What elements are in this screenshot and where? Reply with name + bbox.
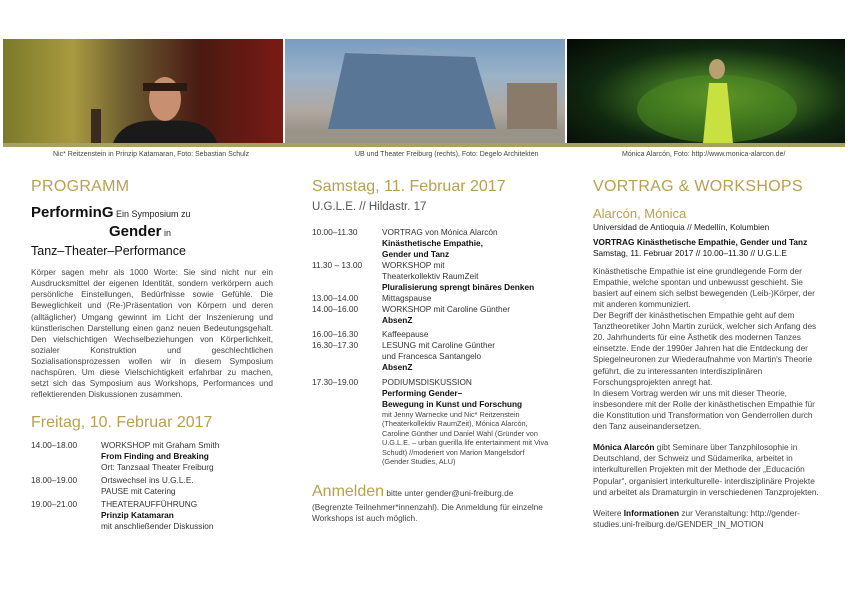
- sat-desc-2: [382, 260, 534, 293]
- dancer-illustration: [567, 39, 845, 143]
- venue-line: U.G.L.E. // Hildastr. 17: [312, 201, 427, 213]
- sat-2-line3: Pluralisierung sprengt binäres Denken: [382, 281, 535, 292]
- sat-row-4: [312, 304, 552, 326]
- anmelden-text: bitte unter gender@uni-freiburg.de (Begrenzte Teilnehmer*innenzahl). Die Anmeldung für einzelne Workshops ist auch möglich.: [312, 487, 543, 524]
- sat-desc-1: [382, 227, 498, 260]
- column-saturday: [312, 178, 552, 525]
- sat-time-4: 14.00–16.00: [312, 303, 359, 314]
- sat-2-line2: Theaterkollektiv RaumZeit: [382, 270, 479, 281]
- friday-time-3: 19.00–21.00: [31, 499, 78, 510]
- friday-3-line1: THEATERAUFFÜHRUNG: [101, 499, 198, 510]
- bio-text: gibt Seminare über Tanzphilosophie in Deutschland, der Schweiz und Südamerika, arbeitet in interkulturellen Projekten mit der Methode der „Educación Popular“, organisiert interkulturelle- interdisziplinäre Projekte und arbeitet als Dramaturgin in verschiedenen Tanzprojekten.: [593, 442, 819, 497]
- talk-line: [593, 237, 821, 248]
- title-gender: Gender: [109, 222, 162, 240]
- friday-row-1: [31, 440, 273, 473]
- sat-3-line1: Mittagspause: [382, 292, 432, 303]
- sat-row-2: [312, 260, 552, 293]
- vortrag-heading: VORTRAG & WORKSHOPS: [593, 178, 803, 195]
- title-small1: Ein Symposium zu: [116, 209, 191, 219]
- title-performing: PerforminG: [31, 204, 114, 221]
- speaker-affiliation: Universidad de Antioquia // Medellín, Kolumbien: [593, 222, 770, 232]
- vortrag-paragraph-1: Kinästhetische Empathie ist eine grundlegende Form der Empathie, welche spontan und unbewusst geschieht. Sie basiert auf einem sich selbst bewegenden (Leib-)Körper, der mit anderen kommuniziert.: [593, 265, 815, 309]
- sat-time-5: 16.00–16.30: [312, 329, 359, 340]
- photo-performer: [3, 39, 283, 143]
- symposium-title-line2: [31, 223, 273, 242]
- friday-row-3: [31, 499, 273, 532]
- sat-time-3: 13.00–14.00: [312, 292, 359, 303]
- sat-row-5: [312, 329, 552, 340]
- sat-time-1: 10.00–11.30: [312, 227, 358, 237]
- sat-row-7: [312, 377, 552, 467]
- sat-desc-7: [382, 377, 552, 467]
- programm-heading: PROGRAMM: [31, 178, 130, 195]
- photo-caption-2: UB und Theater Freiburg (rechts), Foto: Degelo Architekten: [355, 151, 539, 158]
- photo-dancer: [567, 39, 845, 143]
- friday-heading: Freitag, 10. Februar 2017: [31, 414, 213, 432]
- more-prefix: Weitere: [593, 507, 622, 518]
- friday-desc-2: [101, 475, 194, 497]
- symposium-title-line1: [31, 204, 273, 223]
- sat-6-line2: und Francesca Santangelo: [382, 351, 482, 362]
- friday-1-line2: From Finding and Breaking: [101, 451, 209, 462]
- vortrag-paragraph-2: Der Begriff der kinästhetischen Empathie geht auf dem Tanztheoretiker John Martin zurück, welcher sich Anfang des 20. Jahrhunderts für eine Ästhetik des modernen Tanzes einsetzte. Ende der 1990er Jahren hat die Entdeckung der Spiegelneuronen zur Wiederaufnahme von Martin's Theorie geführt, die zu interessanten interdisziplinären Forschungsprojekten anregt hat.: [593, 310, 817, 387]
- title-sub: Tanz–Theater–Performance: [31, 243, 186, 258]
- sat-7-line1: PODIUMSDISKUSSION: [382, 377, 472, 388]
- friday-2-line1: Ortswechsel ins U.G.L.E.: [101, 475, 194, 486]
- photo-strip: [3, 39, 845, 143]
- sat-7-panel-info: mit Jenny Warnecke und Nic* Reitzenstein (Theaterkollektiv RaumZeit), Mónica Alarcón, Caroline Günther und Daniel Wahl (Gründer von U.G.L.E. – urban guerilla life entertainment mit Viva Schudt) //moderiert von Marion Mangelsdorf (Gender Studies, ALU): [382, 410, 549, 467]
- sat-7-line2: Performing Gender–: [382, 388, 463, 399]
- sat-4-line2: AbsenZ: [382, 314, 413, 325]
- bio-paragraph: [593, 442, 821, 498]
- more-bold: Informationen: [623, 507, 680, 518]
- title-small2: in: [164, 227, 172, 238]
- friday-time-2: 18.00–19.00: [31, 475, 78, 486]
- sat-time-6: 16.30–17.30: [312, 340, 359, 351]
- talk-label: VORTRAG: [593, 237, 635, 247]
- sat-desc-6: [382, 340, 495, 373]
- photo-caption-3: Mónica Alarcón, Foto: http://www.monica-alarcon.de/: [622, 151, 786, 158]
- friday-3-line2: Prinzip Katamaran: [101, 510, 174, 521]
- symposium-title-line3: [31, 244, 273, 260]
- sat-6-line1: LESUNG mit Caroline Günther: [382, 340, 495, 351]
- sat-6-line3: AbsenZ: [382, 362, 413, 373]
- sat-1-line1: VORTRAG von Mónica Alarcón: [382, 227, 498, 237]
- sat-1-line3: Gender und Tanz: [382, 248, 450, 259]
- sat-row-3: [312, 293, 552, 304]
- friday-2-line2: PAUSE mit Catering: [101, 486, 176, 497]
- gold-divider-bar: [3, 143, 845, 147]
- photo-building: [285, 39, 565, 143]
- sat-5-line1: Kaffeepause: [382, 329, 429, 340]
- speaker-name: Alarcón, Mónica: [593, 206, 687, 221]
- vortrag-paragraph-3: In diesem Vortrag werden wir uns mit dieser Theorie, insbesondere mit der Rolle der kinästhetischen Empathie für die Konstitution und Transformation von Genderrollen durch den Tanz auseinandersetzen.: [593, 387, 815, 432]
- building-illustration: [285, 39, 565, 143]
- sat-row-6: [312, 340, 552, 373]
- bio-name: Mónica Alarcón: [593, 442, 655, 453]
- sat-2-line1: WORKSHOP mit: [382, 259, 445, 270]
- anmelden-paragraph: [312, 481, 552, 525]
- intro-paragraph: Körper sagen mehr als 1000 Worte: Sie sind nicht nur ein Ausdrucksmittel der eigenen Identität, sondern verkörpern auch persönliche Einstellungen, Bedürfnisse sowie Gefühle. Die Beweglichkeit und (Re-)Präsentation von Körpern und deren (alltäglicher) Umgang gewinnt im Licht der Inszenierung und künstlerischen Darstellung einen ganz neuen Bedeutungsgehalt. Den vielschichtigen Wechselbeziehungen von Körperlichkeit, sozialer Konstruktion und geschlechtlichen Sozialisationsprozessen wollen wir in diesem Symposium nachspüren. Um diese Vielschichtigkeit erfahrbar zu machen, setzt sich das Symposium aus Workshops, Performances und reflektierenden Diskussionen zusammen.: [31, 267, 273, 400]
- friday-desc-3: [101, 499, 214, 532]
- friday-time-1: 14.00–18.00: [31, 440, 78, 451]
- column-vortrag: [593, 178, 821, 530]
- friday-desc-1: [101, 440, 219, 473]
- talk-date: Samstag, 11. Februar 2017 // 10.00–11.30 // U.G.L.E: [593, 247, 787, 258]
- more-info-paragraph: [593, 508, 821, 530]
- sat-4-line1: WORKSHOP mit Caroline Günther: [382, 303, 511, 314]
- sat-time-7: 17.30–19.00: [312, 377, 359, 388]
- friday-1-line1: WORKSHOP mit Graham Smith: [101, 440, 220, 451]
- sat-row-1: [312, 227, 552, 260]
- sat-1-line2: Kinästhetische Empathie,: [382, 237, 483, 248]
- friday-1-line3: Ort: Tanzsaal Theater Freiburg: [101, 462, 214, 473]
- more-info-link[interactable]: zur Veranstaltung: http://gender-studies.uni-freiburg.de/GENDER_IN_MOTION: [593, 507, 800, 529]
- performer-illustration: [3, 39, 283, 143]
- sat-time-2: 11.30 – 13.00: [312, 259, 363, 270]
- sat-desc-4: [382, 304, 510, 326]
- friday-row-2: [31, 475, 273, 497]
- saturday-heading: Samstag, 11. Februar 2017: [312, 178, 506, 195]
- friday-3-line3: mit anschließender Diskussion: [101, 521, 214, 531]
- photo-caption-1: Nic* Reitzenstein in Prinzip Katamaran, Foto: Sebastian Schulz: [53, 151, 250, 158]
- anmelden-word: Anmelden: [312, 482, 385, 500]
- talk-title: Kinästhetische Empathie, Gender und Tanz: [636, 237, 808, 247]
- column-programm: [31, 178, 273, 532]
- sat-7-line3: Bewegung in Kunst und Forschung: [382, 399, 523, 410]
